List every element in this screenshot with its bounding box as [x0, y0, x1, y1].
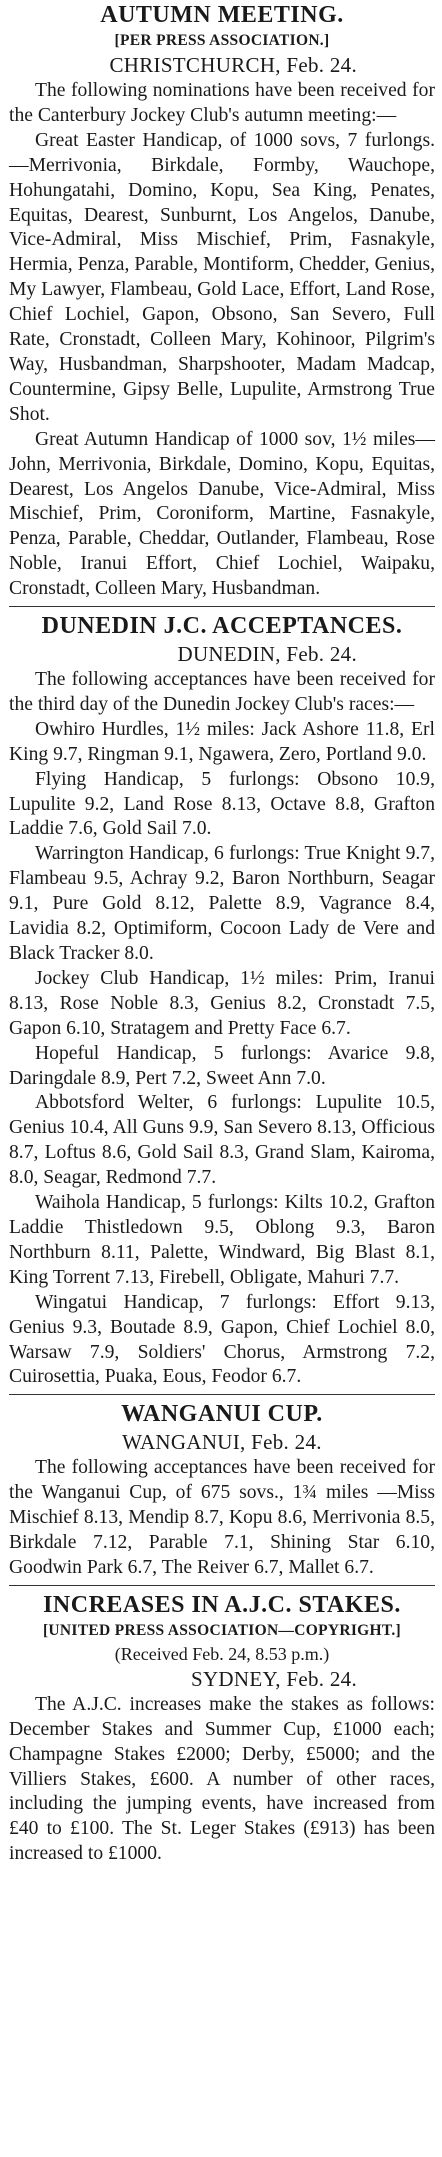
- article-paragraph: Great Autumn Handicap of 1000 sov, 1½ miles—John, Merrivonia, Birkdale, Domino, Kopu, Equitas, Dearest, Los Angelos Danube, Vice-Admiral, Miss Mischief, Prim, Coroniform, Martine, Fasnakyle, Penza, Parable, Cheddar, Outlander, Flambeau, Rose Noble, Iranui Effort, Chief Lochiel, Waipaku, Cronstadt, Colleen Mary, Husbandman.: [9, 428, 435, 600]
- column-rule: [9, 606, 435, 607]
- article-paragraph: Owhiro Hurdles, 1½ miles: Jack Ashore 11.8, Erl King 9.7, Ringman 9.1, Ngawera, Zero, Portland 9.0.: [9, 718, 435, 765]
- dateline: DUNEDIN, Feb. 24.: [177, 642, 357, 667]
- article-paragraph: The following acceptances have been received for the Wanganui Cup, of 675 sovs., 1¾ miles —Miss Mischief 8.13, Mendip 8.7, Kopu 8.6, Merrivonia 8.5, Birkdale 7.12, Parable 7.1, Shining Star 6.10, Goodwin Park 6.7, The Reiver 6.7, Mallet 6.7.: [9, 1457, 435, 1578]
- article-paragraph: The following acceptances have been received for the third day of the Dunedin Jockey Club's races:—: [9, 669, 435, 715]
- article-paragraph: Wingatui Handicap, 7 furlongs: Effort 9.13, Genius 9.3, Boutade 8.9, Gapon, Chief Lochiel 8.0, Warsaw 7.9, Soldiers' Chorus, Armstrong 7.2, Cuirosettia, Puaka, Eous, Feodor 6.7.: [9, 1291, 435, 1388]
- article-autumn-meeting: [9, 0, 435, 602]
- article-paragraph: Flying Handicap, 5 furlongs: Obsono 10.9, Lupulite 9.2, Land Rose 8.13, Octave 8.8, Grafton Laddie 7.6, Gold Sail 7.0.: [9, 768, 435, 840]
- article-heading: INCREASES IN A.J.C. STAKES.: [43, 1591, 401, 1618]
- article-heading: AUTUMN MEETING.: [100, 2, 344, 28]
- column-rule: [9, 1585, 435, 1586]
- agency-credit: [PER PRESS ASSOCIATION.]: [114, 32, 330, 49]
- article-paragraph: Abbotsford Welter, 6 furlongs: Lupulite 10.5, Genius 10.4, All Guns 9.9, San Severo 8.13, Officious 8.7, Loftus 8.6, Gold Sail 8.3, Grand Slam, Kairoma, 8.0, Seagar, Redmond 7.7.: [9, 1092, 435, 1189]
- article-paragraph: Great Easter Handicap, of 1000 sovs, 7 furlongs.—Merrivonia, Birkdale, Formby, Wauchope, Hohungatahi, Domino, Kopu, Sea King, Penates, Equitas, Dearest, Sunburnt, Los Angelos, Danube, Vice-Admiral, Miss Mischief, Prim, Fasnakyle, Hermia, Penza, Parable, Montiform, Chedder, Genius, My Lawyer, Flambeau, Gold Lace, Effort, Land Rose, Chief Lochiel, Gapon, Obsono, San Severo, Full Rate, Cronstadt, Colleen Mary, Kohinoor, Pilgrim's Way, Husbandman, Sharpshooter, Madam Madcap, Countermine, Gipsy Belle, Lupulite, Armstrong True Shot.: [9, 129, 435, 425]
- article-paragraph: The A.J.C. increases make the stakes as follows: December Stakes and Summer Cup, £1000 each; Champagne Stakes £2000; Derby, £5000; and the Villiers Stakes, £600. A number of other races, including the jumping events, have increased from £40 to £100. The St. Leger Stakes (£913) has been increased to £1000.: [9, 1693, 435, 1865]
- dateline: SYDNEY, Feb. 24.: [190, 1666, 357, 1691]
- article-ajc-stakes: [9, 1590, 435, 1867]
- article-wanganui-cup: [9, 1399, 435, 1581]
- article-paragraph: The following nominations have been received for the Canterbury Jockey Club's autumn meeting:—: [9, 80, 435, 126]
- column-rule: [9, 1394, 435, 1395]
- article-paragraph: Warrington Handicap, 6 furlongs: True Knight 9.7, Flambeau 9.5, Achray 9.2, Baron Northburn, Seagar 9.1, Pure Gold 8.12, Palette 8.9, Vagrance 8.4, Lavidia 8.2, Optimiform, Cocoon Lady de Vere and Black Tracker 8.0.: [9, 843, 435, 964]
- article-heading: DUNEDIN J.C. ACCEPTANCES.: [41, 613, 403, 640]
- received-time: (Received Feb. 24, 8.53 p.m.): [114, 1643, 330, 1664]
- dateline: WANGANUI, Feb. 24.: [122, 1430, 322, 1455]
- agency-credit: [UNITED PRESS ASSOCIATION—COPYRIGHT.]: [42, 1621, 402, 1639]
- article-paragraph: Hopeful Handicap, 5 furlongs: Avarice 9.8, Daringdale 8.9, Pert 7.2, Sweet Ann 7.0.: [9, 1042, 435, 1089]
- article-paragraph: Jockey Club Handicap, 1½ miles: Prim, Iranui 8.13, Rose Noble 8.3, Genius 8.2, Cronstadt 7.5, Gapon 6.10, Stratagem and Pretty Face 6.7.: [9, 967, 435, 1039]
- article-dunedin-acceptances: [9, 611, 435, 1390]
- article-paragraph: Waihola Handicap, 5 furlongs: Kilts 10.2, Grafton Laddie Thistledown 9.5, Oblong 9.3, Baron Northburn 8.11, Palette, Windward, Big Blast 8.1, King Torrent 7.13, Firebell, Obligate, Mahuri 7.7.: [9, 1192, 435, 1288]
- dateline: CHRISTCHURCH, Feb. 24.: [109, 53, 357, 77]
- article-heading: WANGANUI CUP.: [121, 1401, 323, 1428]
